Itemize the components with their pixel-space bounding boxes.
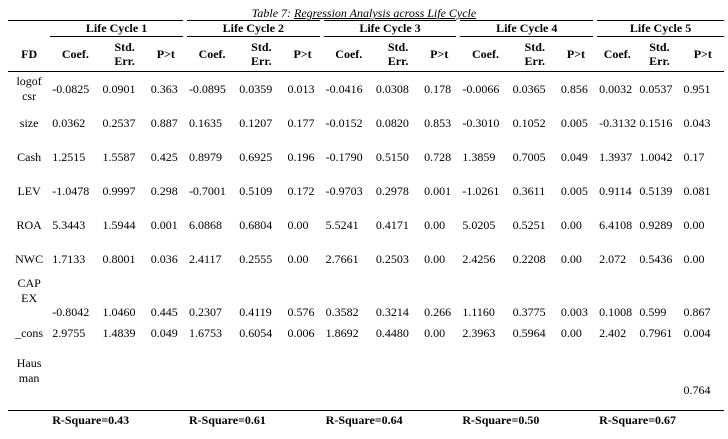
row-label: Cash [17,149,42,164]
coef-cell: -0.3010 [462,115,500,130]
coef-cell: -0.0825 [52,81,90,96]
pvalue-cell: 0.17 [683,149,705,164]
coef-cell: 2.7661 [325,251,359,266]
coef-cell: -0.0416 [325,81,363,96]
life-cycle-5-header: Life Cycle 5 [597,21,724,37]
stderr-cell: 0.3214 [375,305,409,319]
table-row [8,242,724,276]
pvalue-cell: 0.363 [150,81,178,96]
pvalue-cell: 0.006 [287,325,315,340]
pvalue-cell: 0.00 [287,217,309,232]
coef-cell: 6.4108 [599,217,633,232]
pvalue-cell: 0.001 [150,217,178,232]
coef-cell: 0.1635 [188,115,222,130]
pvalue-cell: 0.003 [560,305,588,319]
coef-header: Coef. [324,37,374,72]
pt-header: P>t [559,37,593,72]
stderr-cell: 0.4171 [375,217,409,232]
table-row [8,174,724,208]
hausman-value: 0.764 [683,383,711,397]
coef-cell: 0.9114 [599,183,632,198]
coef-cell: 2.9755 [52,325,86,340]
stderr-cell: 0.1207 [239,115,273,130]
pvalue-cell: 0.266 [424,305,452,319]
pvalue-cell: 0.867 [683,305,711,319]
coef-cell: -0.9703 [325,183,363,198]
pvalue-cell: 0.178 [424,81,452,96]
pt-header: P>t [149,37,183,72]
pvalue-cell: 0.004 [683,325,711,340]
r-square-row [8,411,724,430]
coef-header: Coef. [50,37,100,72]
regression-table [8,20,724,429]
coef-cell: -0.7001 [188,183,226,198]
stderr-cell: 0.0308 [375,81,409,96]
coef-cell: 1.8692 [325,325,359,340]
coef-header: Coef. [460,37,510,72]
coef-cell: -0.0152 [325,115,363,130]
coef-cell: 1.6753 [188,325,222,340]
stderr-cell: 0.5109 [239,183,273,198]
coef-header: Coef. [597,37,637,72]
life-cycle-4-header: Life Cycle 4 [460,21,593,37]
stderr-cell: 0.7961 [639,325,673,340]
stderr-cell: 0.5150 [375,149,409,164]
coef-cell: -0.8042 [52,305,90,319]
coef-cell: 5.0205 [462,217,496,232]
pvalue-cell: 0.081 [683,183,711,198]
stderr-cell: 0.8001 [102,251,136,266]
pvalue-cell: 0.00 [424,325,446,340]
stderr-cell: 0.2208 [512,251,546,266]
coef-header: Coef. [187,37,237,72]
stderr-cell: 0.2503 [375,251,409,266]
stderr-cell: 0.6054 [239,325,273,340]
stderr-cell: 0.1516 [639,115,673,130]
coef-cell: -0.1790 [325,149,363,164]
table-caption [0,6,728,21]
pvalue-cell: 0.00 [560,325,582,340]
stderr-cell: 1.4839 [102,325,136,340]
stderr-cell: 0.0537 [639,81,673,96]
pvalue-cell: 0.887 [150,115,178,130]
row-label: size [19,115,39,130]
stderr-cell: 0.599 [639,305,667,319]
coef-cell: 0.0032 [599,81,633,96]
stderr-header: Std. Err. [237,37,285,72]
pvalue-cell: 0.196 [287,149,315,164]
stderr-cell: 1.5944 [102,217,136,232]
stderr-header: Std. Err. [637,37,681,72]
pvalue-cell: 0.00 [424,251,446,266]
stderr-cell: 1.5587 [102,149,136,164]
pvalue-cell: 0.728 [424,149,452,164]
coef-cell: 0.8979 [188,149,222,164]
pvalue-cell: 0.853 [424,115,452,130]
row-label: ROA [16,217,42,232]
table-row [8,208,724,242]
stderr-cell: 0.2978 [375,183,409,198]
r-square-5: R-Square=0.67 [599,412,677,427]
coef-cell: -0.0895 [188,81,226,96]
pvalue-cell: 0.445 [150,305,178,319]
stderr-cell: 0.0365 [512,81,546,96]
coef-cell: 2.402 [599,325,627,340]
stderr-cell: 0.2537 [102,115,136,130]
stderr-cell: 0.0359 [239,81,273,96]
stderr-cell: 0.5964 [512,325,546,340]
stderr-header: Std. Err. [374,37,422,72]
stderr-cell: 0.5251 [512,217,546,232]
pt-header: P>t [422,37,456,72]
caption-title: Regression Analysis across Life Cycle [294,6,477,20]
pvalue-cell: 0.298 [150,183,178,198]
stderr-cell: 0.0820 [375,115,409,130]
coef-cell: 2.4256 [462,251,496,266]
r-square-4: R-Square=0.50 [462,412,540,427]
coef-cell: 2.3963 [462,325,496,340]
fd-header: FD [8,37,50,72]
stderr-header: Std. Err. [100,37,148,72]
fd-spacer [8,21,50,37]
pvalue-cell: 0.00 [683,251,705,266]
pvalue-cell: 0.036 [150,251,178,266]
coef-cell: 1.7133 [52,251,86,266]
coef-cell: 0.2307 [188,305,222,319]
pvalue-cell: 0.00 [683,217,705,232]
stderr-cell: 0.6804 [239,217,273,232]
pvalue-cell: 0.856 [560,81,588,96]
pvalue-cell: 0.00 [287,251,309,266]
pt-header: P>t [682,37,724,72]
caption-prefix: Table 7: [251,6,295,20]
coef-cell: 2.4117 [188,251,222,266]
pvalue-cell: 0.172 [287,183,315,198]
pvalue-cell: 0.425 [150,149,178,164]
row-label: logof csr [16,74,42,103]
stderr-cell: 0.1052 [512,115,546,130]
stderr-cell: 0.5139 [639,183,673,198]
coef-cell: 0.1008 [599,305,633,319]
stderr-header: Std. Err. [511,37,559,72]
row-label: _cons [15,325,44,340]
stderr-cell: 0.7005 [512,149,546,164]
coef-cell: 5.3443 [52,217,86,232]
row-label: CAP EX [17,276,41,305]
table-row [8,140,724,174]
stderr-cell: 0.0901 [102,81,136,96]
coef-cell: -1.0261 [462,183,500,198]
pvalue-cell: 0.00 [560,251,582,266]
row-label: LEV [17,183,41,198]
hausman-label: Haus man [16,356,42,385]
table-row [8,106,724,140]
row-label: NWC [15,251,44,266]
coef-cell: 1.2515 [52,149,86,164]
pvalue-cell: 0.043 [683,115,711,130]
table-bottom-rule [8,398,724,411]
pvalue-cell: 0.005 [560,115,588,130]
pt-header: P>t [285,37,319,72]
pvalue-cell: 0.049 [560,149,588,164]
pvalue-cell: 0.951 [683,81,711,96]
stderr-cell: 1.0460 [102,305,136,319]
stderr-cell: 0.9997 [102,183,136,198]
stderr-cell: 0.2555 [239,251,273,266]
coef-cell: 6.0868 [188,217,222,232]
coef-cell: 0.0362 [52,115,86,130]
coef-cell: -0.3132 [599,115,637,130]
pvalue-cell: 0.001 [424,183,452,198]
pvalue-cell: 0.00 [560,217,582,232]
stderr-cell: 0.4480 [375,325,409,340]
coef-cell: -0.0066 [462,81,500,96]
r-square-2: R-Square=0.61 [188,412,266,427]
stderr-cell: 1.0042 [639,149,673,164]
stderr-cell: 0.3611 [512,183,546,198]
pvalue-cell: 0.005 [560,183,588,198]
coef-cell: 2.072 [599,251,627,266]
pvalue-cell: 0.013 [287,81,315,96]
pvalue-cell: 0.576 [287,305,315,319]
coef-cell: 5.5241 [325,217,359,232]
hausman-row [8,344,724,398]
stderr-cell: 0.3775 [512,305,546,319]
table-row [8,322,724,344]
stderr-cell: 0.6925 [239,149,273,164]
stderr-cell: 0.9289 [639,217,673,232]
pvalue-cell: 0.177 [287,115,315,130]
life-cycle-header-row [8,21,724,37]
pvalue-cell: 0.049 [150,325,178,340]
table-row [8,72,724,107]
life-cycle-2-header: Life Cycle 2 [187,21,320,37]
stderr-cell: 0.5436 [639,251,673,266]
r-square-1: R-Square=0.43 [52,412,130,427]
coef-cell: -1.0478 [52,183,90,198]
table-body [8,72,724,430]
stderr-cell: 0.4119 [239,305,272,319]
coef-cell: 1.1160 [462,305,495,319]
coef-cell: 1.3937 [599,149,633,164]
r-square-3: R-Square=0.64 [325,412,403,427]
coef-cell: 1.3859 [462,149,496,164]
life-cycle-3-header: Life Cycle 3 [324,21,457,37]
table-row [8,276,724,322]
life-cycle-1-header: Life Cycle 1 [50,21,183,37]
pvalue-cell: 0.00 [424,217,446,232]
coef-cell: 0.3582 [325,305,359,319]
column-header-row [8,37,724,72]
